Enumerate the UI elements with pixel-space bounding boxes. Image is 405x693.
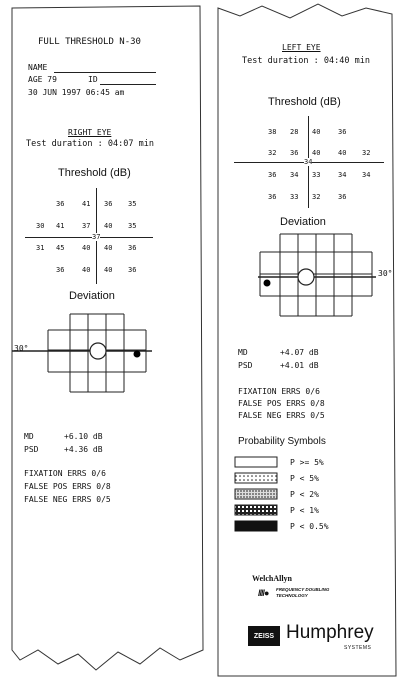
name-label: NAME	[28, 63, 48, 72]
probability-swatches	[234, 454, 286, 542]
threshold-cell: 35	[128, 222, 137, 230]
threshold-cell: 37	[82, 222, 91, 230]
test-duration: Test duration : 04:40 min	[242, 56, 370, 66]
humphrey-logo: Humphrey	[286, 622, 374, 643]
threshold-cell: 41	[82, 200, 91, 208]
threshold-cell: 35	[128, 200, 137, 208]
id-label: ID	[88, 75, 98, 84]
probability-label: P < 2%	[290, 490, 319, 499]
psd-label: PSD	[238, 361, 253, 370]
psd-value: +4.01 dB	[280, 361, 319, 370]
false-neg-errors: FALSE NEG ERRS 0/5	[24, 495, 111, 504]
threshold-cell: 36	[128, 266, 137, 274]
threshold-title: Threshold (dB)	[58, 167, 131, 179]
threshold-cell: 36	[290, 149, 299, 157]
threshold-cell: 34	[290, 171, 299, 179]
probability-label: P >= 5%	[290, 458, 324, 467]
fdt-mark-icon: ////●	[258, 588, 269, 598]
probability-label: P < 0.5%	[290, 522, 329, 531]
threshold-cell: 31	[36, 244, 45, 252]
false-neg-errors: FALSE NEG ERRS 0/5	[238, 411, 325, 420]
angle-label: 30°	[378, 269, 393, 278]
blind-spot-marker	[298, 269, 314, 285]
threshold-cell: 40	[104, 222, 113, 230]
zeiss-logo-text: ZEISS	[253, 632, 275, 640]
systems-label: SYSTEMS	[344, 645, 372, 651]
id-line	[100, 84, 156, 85]
psd-value: +4.36 dB	[64, 445, 103, 454]
test-datetime: 30 JUN 1997 06:45 am	[28, 88, 125, 97]
threshold-cell: 33	[312, 171, 321, 179]
threshold-center-value: 37	[92, 233, 101, 241]
md-value: +4.07 dB	[280, 348, 319, 357]
threshold-cell: 36	[338, 193, 347, 201]
deviation-dot	[134, 351, 141, 358]
probability-title: Probability Symbols	[238, 436, 326, 447]
threshold-h-axis	[25, 237, 153, 238]
threshold-cell: 40	[312, 149, 321, 157]
deviation-title: Deviation	[280, 216, 326, 228]
false-pos-errors: FALSE POS ERRS 0/8	[238, 399, 325, 408]
fdt-text-line2: TECHNOLOGY	[276, 593, 308, 598]
threshold-cell: 28	[290, 128, 299, 136]
md-label: MD	[24, 432, 34, 441]
false-pos-errors: FALSE POS ERRS 0/8	[24, 482, 111, 491]
deviation-grid	[218, 230, 396, 330]
md-value: +6.10 dB	[64, 432, 103, 441]
zeiss-logo	[248, 626, 280, 646]
threshold-cell: 32	[312, 193, 321, 201]
threshold-cell: 45	[56, 244, 65, 252]
age-label: AGE 79	[28, 75, 57, 84]
threshold-cell: 32	[362, 149, 371, 157]
fixation-errors: FIXATION ERRS 0/6	[24, 469, 106, 478]
deviation-dot	[264, 280, 271, 287]
threshold-cell: 36	[268, 193, 277, 201]
swatch-p-ge-5	[235, 457, 277, 467]
report-header: FULL THRESHOLD N-30	[38, 37, 141, 47]
threshold-cell: 34	[338, 171, 347, 179]
threshold-cell: 36	[56, 266, 65, 274]
threshold-cell: 30	[36, 222, 45, 230]
fdt-text-line1: FREQUENCY DOUBLING	[276, 587, 330, 592]
threshold-center-value: 34	[304, 158, 313, 166]
md-label: MD	[238, 348, 248, 357]
probability-label: P < 5%	[290, 474, 319, 483]
eye-label: LEFT EYE	[282, 43, 321, 52]
welchallyn-logo: WelchAllyn	[252, 574, 293, 583]
threshold-cell: 34	[362, 171, 371, 179]
threshold-cell: 40	[104, 266, 113, 274]
swatch-p-lt-05	[235, 521, 277, 531]
threshold-title: Threshold (dB)	[268, 96, 341, 108]
threshold-cell: 36	[56, 200, 65, 208]
name-line	[54, 72, 156, 73]
threshold-cell: 36	[128, 244, 137, 252]
fixation-errors: FIXATION ERRS 0/6	[238, 387, 320, 396]
blind-spot-marker	[90, 343, 106, 359]
deviation-grid	[12, 306, 172, 406]
left-slip	[12, 8, 202, 658]
angle-label: 30°	[14, 344, 29, 353]
threshold-cell: 40	[82, 244, 91, 252]
probability-label: P < 1%	[290, 506, 319, 515]
eye-label: RIGHT EYE	[68, 128, 112, 137]
threshold-cell: 36	[338, 128, 347, 136]
threshold-cell: 33	[290, 193, 299, 201]
threshold-cell: 40	[104, 244, 113, 252]
threshold-cell: 38	[268, 128, 277, 136]
swatch-p-lt-5	[235, 473, 277, 483]
threshold-cell: 40	[82, 266, 91, 274]
threshold-cell: 41	[56, 222, 65, 230]
test-duration: Test duration : 04:07 min	[26, 139, 154, 149]
psd-label: PSD	[24, 445, 39, 454]
threshold-cell: 40	[312, 128, 321, 136]
deviation-title: Deviation	[69, 290, 115, 302]
right-slip	[218, 8, 396, 676]
swatch-p-lt-1	[235, 505, 277, 515]
threshold-cell: 32	[268, 149, 277, 157]
threshold-cell: 40	[338, 149, 347, 157]
swatch-p-lt-2	[235, 489, 277, 499]
threshold-cell: 36	[104, 200, 113, 208]
threshold-cell: 36	[268, 171, 277, 179]
